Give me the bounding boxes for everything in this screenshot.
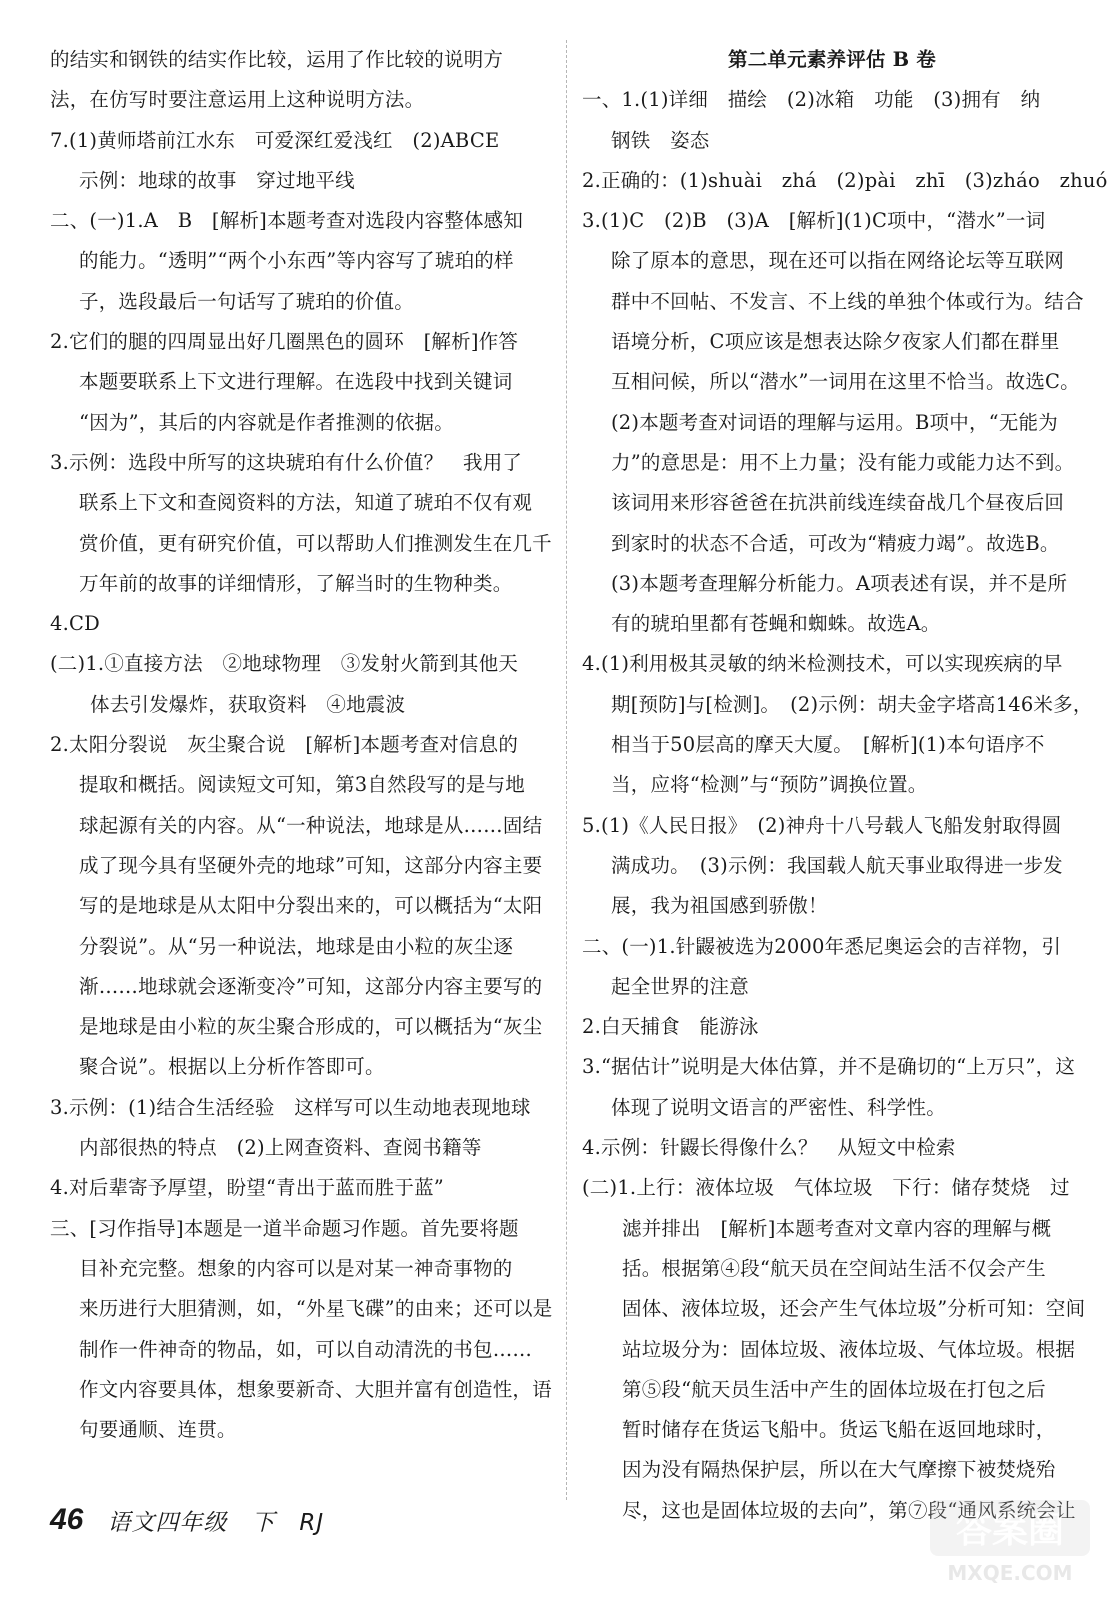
text-line: 分裂说”。从“另一种说法，地球是由小粒的灰尘逐	[79, 934, 514, 958]
text-line: 赏价值，更有研究价值，可以帮助人们推测发生在几千	[79, 531, 552, 555]
text-line: 写的是地球是从太阳中分裂出来的，可以概括为“太阳	[79, 894, 543, 918]
text-line: 期[预防]与[检测]。 (2)示例：胡夫金字塔高146米多，	[611, 692, 1093, 716]
text-line: 相当于50层高的摩天大厦。 [解析](1)本句语序不	[611, 733, 1045, 757]
text-line: 尽，这也是固体垃圾的去向”，第⑦段“通风系统会让	[622, 1498, 1076, 1522]
left-column	[50, 40, 553, 1450]
text-line: 3.示例：选段中所写的这块琥珀有什么价值？ 我用了	[50, 450, 523, 474]
text-line: 球起源有关的内容。从“一种说法，地球是从……固结	[79, 813, 543, 837]
text-line: 2.太阳分裂说 灰尘聚合说 [解析]本题考查对信息的	[50, 733, 519, 757]
text-line: 4.对后辈寄予厚望，盼望“青出于蓝而胜于蓝”	[50, 1176, 444, 1200]
text-line: 目补充完整。想象的内容可以是对某一神奇事物的	[79, 1256, 513, 1280]
text-line: 起全世界的注意	[611, 974, 749, 998]
text-line: 来历进行大胆猜测，如，“外星飞碟”的由来；还可以是	[79, 1297, 553, 1321]
text-line: 互相问候，所以“潜水”一词用在这里不恰当。故选C。	[611, 370, 1080, 394]
watermark-logo	[930, 1498, 1090, 1588]
text-line: 万年前的故事的详细情形，了解当时的生物种类。	[79, 571, 513, 595]
text-line: 子，选段最后一句话写了琥珀的价值。	[79, 289, 414, 313]
text-line: 一、1.(1)详细 描绘 (2)冰箱 功能 (3)拥有 纳	[582, 88, 1041, 112]
text-line: 该词用来形容爸爸在抗洪前线连续奋战几个昼夜后回	[611, 491, 1065, 515]
text-line: 体现了说明文语言的严密性、科学性。	[611, 1095, 946, 1119]
text-line: 本题要联系上下文进行理解。在选段中找到关键词	[79, 370, 513, 394]
text-line: (二)1.上行：液体垃圾 气体垃圾 下行：储存焚烧 过	[582, 1176, 1070, 1200]
text-line: 满成功。 (3)示例：我国载人航天事业取得进一步发	[611, 853, 1063, 877]
text-line: 句要通顺、连贯。	[79, 1418, 237, 1442]
subject-label: 语文四年级 下 RJ	[107, 1509, 325, 1536]
text-line: 聚合说”。根据以上分析作答即可。	[79, 1055, 385, 1079]
text-line: 3.“据估计”说明是大体估算，并不是确切的“上万只”，这	[582, 1055, 1076, 1079]
text-line: 的能力。“透明”“两个小东西”等内容写了琥珀的样	[79, 249, 514, 273]
text-line: 是地球是由小粒的灰尘聚合形成的，可以概括为“灰尘	[79, 1015, 543, 1039]
text-line: 示例：地球的故事 穿过地平线	[79, 168, 355, 192]
text-line: 2.白天捕食 能游泳	[582, 1015, 759, 1039]
watermark-url: MXQE.COM	[947, 1561, 1073, 1585]
text-line: 钢铁 姿态	[611, 128, 710, 152]
text-line: 固体、液体垃圾，还会产生气体垃圾”分析可知：空间	[622, 1297, 1086, 1321]
text-line: 联系上下文和查阅资料的方法，知道了琥珀不仅有观	[79, 491, 533, 515]
text-line: 二、(一)1.针鼹被选为2000年悉尼奥运会的吉祥物，引	[582, 934, 1062, 958]
text-line: 4.(1)利用极其灵敏的纳米检测技术，可以实现疾病的早	[582, 652, 1063, 676]
text-line: 三、[习作指导]本题是一道半命题习作题。首先要将题	[50, 1216, 519, 1240]
text-line: 7.(1)黄师塔前江水东 可爱深红爱浅红 (2)ABCE	[50, 128, 500, 152]
text-line: 力”的意思是：用不上力量；没有能力或能力达不到。	[611, 450, 1075, 474]
right-column	[582, 40, 1108, 1531]
text-line: 的结实和钢铁的结实作比较，运用了作比较的说明方	[50, 48, 504, 71]
text-line: 滤并排出 [解析]本题考查对文章内容的理解与概	[622, 1216, 1052, 1240]
watermark-label: 答案圈	[955, 1510, 1065, 1551]
text-line: 群中不回帖、不发言、不上线的单独个体或行为。结合	[611, 289, 1084, 313]
text-line: 法，在仿写时要注意运用上这种说明方法。	[50, 88, 425, 112]
page-footer	[50, 1500, 324, 1540]
text-line: 2.正确的：(1)shuài zhá (2)pài zhī (3)zháo zhuó	[582, 168, 1108, 192]
text-line: 暂时储存在货运飞船中。货运飞船在返回地球时，	[622, 1418, 1056, 1442]
text-line: 有的琥珀里都有苍蝇和蜘蛛。故选A。	[611, 612, 941, 636]
text-line: 到家时的状态不合适，可改为“精疲力竭”。故选B。	[611, 531, 1060, 555]
section-heading: 第二单元素养评估 B 卷	[728, 48, 936, 71]
text-line: 4.示例：针鼹长得像什么？ 从短文中检索	[582, 1136, 956, 1160]
text-line: “因为”，其后的内容就是作者推测的依据。	[79, 410, 454, 434]
text-line: 括。根据第④段“航天员在空间站生活不仅会产生	[622, 1256, 1046, 1280]
text-line: 渐……地球就会逐渐变冷”可知，这部分内容主要写的	[79, 974, 543, 998]
text-line: 作文内容要具体，想象要新奇、大胆并富有创造性，语	[79, 1377, 552, 1401]
text-line: 制作一件神奇的物品，如，可以自动清洗的书包……	[79, 1337, 533, 1361]
text-line: 3.(1)C (2)B (3)A [解析](1)C项中，“潜水”一词	[582, 209, 1046, 233]
text-line: 体去引发爆炸，获取资料 ④地震波	[90, 692, 406, 716]
text-line: 展，我为祖国感到骄傲！	[611, 894, 828, 918]
text-line: 提取和概括。阅读短文可知，第3自然段写的是与地	[79, 773, 526, 797]
text-line: (2)本题考查对词语的理解与运用。B项中，“无能为	[611, 410, 1058, 434]
text-line: 当，应将“检测”与“预防”调换位置。	[611, 773, 928, 797]
text-line: (二)1.①直接方法 ②地球物理 ③发射火箭到其他天	[50, 652, 519, 676]
text-line: 第⑤段“航天员生活中产生的固体垃圾在打包之后	[622, 1377, 1046, 1401]
column-divider	[566, 40, 567, 1500]
text-line: 语境分析，C项应该是想表达除夕夜家人们都在群里	[611, 330, 1060, 354]
text-line: 5.(1)《人民日报》 (2)神舟十八号载人飞船发射取得圆	[582, 813, 1062, 837]
text-line: (3)本题考查理解分析能力。A项表述有误，并不是所	[611, 571, 1068, 595]
text-line: 因为没有隔热保护层，所以在大气摩擦下被焚烧殆	[622, 1458, 1056, 1482]
text-line: 2.它们的腿的四周显出好几圈黑色的圆环 [解析]作答	[50, 330, 519, 354]
text-line: 站垃圾分为：固体垃圾、液体垃圾、气体垃圾。根据	[622, 1337, 1076, 1361]
text-line: 内部很热的特点 (2)上网查资料、查阅书籍等	[79, 1136, 482, 1160]
text-line: 二、(一)1.A B [解析]本题考查对选段内容整体感知	[50, 209, 524, 233]
text-line: 成了现今具有坚硬外壳的地球”可知，这部分内容主要	[79, 853, 543, 877]
text-line: 3.示例：(1)结合生活经验 这样写可以生动地表现地球	[50, 1095, 531, 1119]
page-number: 46	[50, 1503, 84, 1536]
text-line: 4.CD	[50, 612, 100, 636]
text-line: 除了原本的意思，现在还可以指在网络论坛等互联网	[611, 249, 1065, 273]
